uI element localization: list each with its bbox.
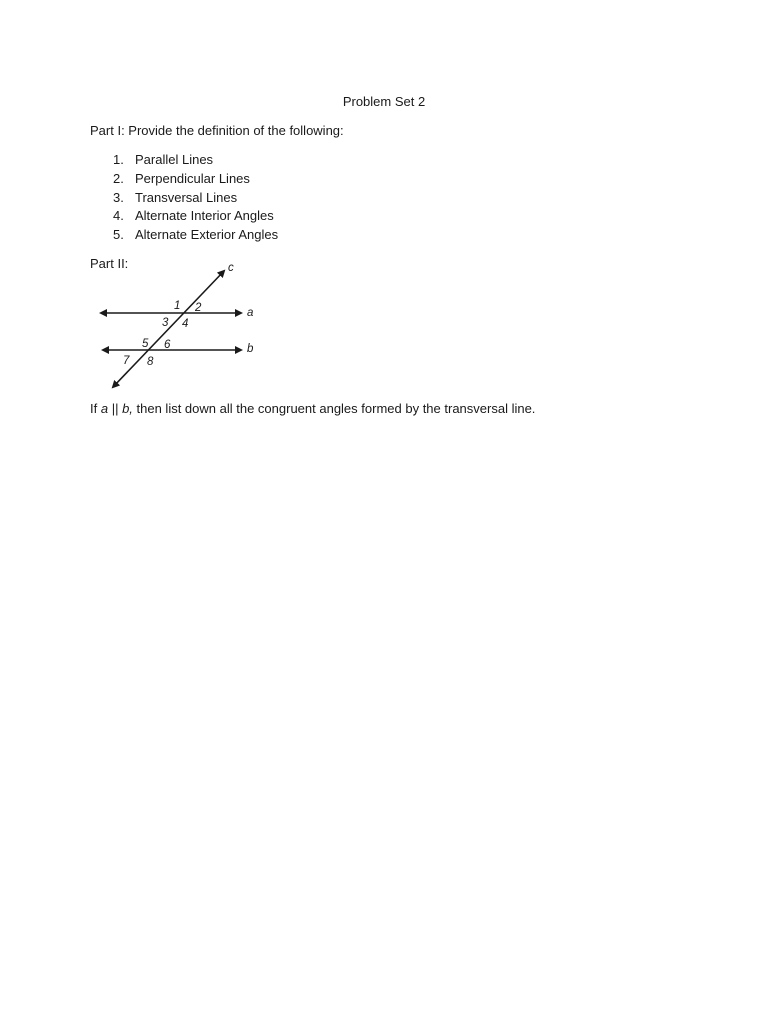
list-item-number: 4. xyxy=(113,208,124,224)
question-parallel-symbol: || xyxy=(108,401,123,416)
line-label-c: c xyxy=(228,262,234,274)
angle-label-7: 7 xyxy=(123,355,130,367)
list-item-number: 5. xyxy=(113,227,124,243)
list-item-text: Parallel Lines xyxy=(135,152,214,167)
list-item-text: Transversal Lines xyxy=(135,189,238,205)
list-item-number: 3. xyxy=(113,189,124,205)
question-suffix: then list down all the congruent angles formed by the transversal line. xyxy=(132,401,536,416)
angle-label-8: 8 xyxy=(147,356,154,368)
question-var-b: b, xyxy=(122,401,133,416)
angle-label-1: 1 xyxy=(174,300,181,312)
list-item-text: Alternate Interior Angles xyxy=(135,208,274,224)
list-item-number: 2. xyxy=(113,170,124,186)
transversal-diagram xyxy=(0,0,768,400)
page-title: Problem Set 2 xyxy=(342,94,426,109)
line-label-a: a xyxy=(247,307,254,319)
angle-label-5: 5 xyxy=(142,338,149,350)
list-item-text: Alternate Exterior Angles xyxy=(135,227,279,243)
angle-label-6: 6 xyxy=(164,339,171,351)
list-item-text: Perpendicular Lines xyxy=(135,170,250,186)
question-prefix: If xyxy=(90,401,101,416)
angle-label-2: 2 xyxy=(195,302,202,314)
line-label-b: b xyxy=(247,343,254,355)
part2-question xyxy=(90,401,535,416)
list-item-number: 1. xyxy=(113,152,124,167)
part1-heading: Part I: Provide the definition of the following: xyxy=(90,123,344,138)
transversal-line-c xyxy=(113,271,224,387)
question-var-a: a xyxy=(100,401,109,416)
part2-heading: Part II: xyxy=(90,256,129,271)
angle-label-4: 4 xyxy=(182,318,189,330)
angle-label-3: 3 xyxy=(162,317,169,329)
